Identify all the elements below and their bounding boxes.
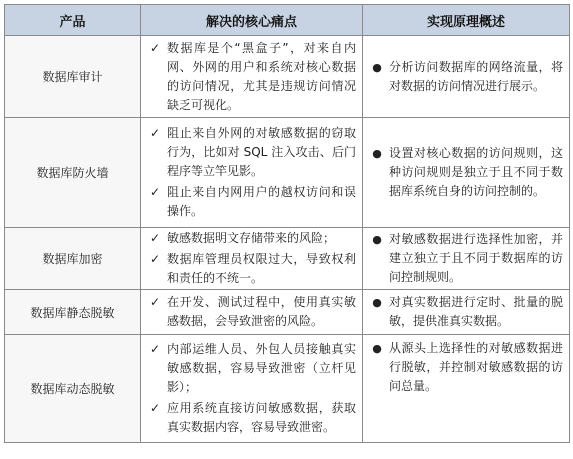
- pain-item: [141, 38, 362, 116]
- checkmark-icon: ✓: [149, 295, 161, 309]
- pain-text: 内部运维人员、外包人员接触真实敏感数据，容易导致泄密（立杆见影）；: [167, 342, 356, 394]
- pain-cell: [141, 118, 363, 228]
- pain-cell: [141, 335, 363, 443]
- header-product: 产品: [5, 5, 141, 36]
- pain-item: [141, 339, 362, 398]
- checkmark-icon: ✓: [149, 342, 161, 356]
- checkmark-icon: ✓: [149, 185, 161, 199]
- table-row: [5, 36, 570, 118]
- table-row: [5, 335, 570, 443]
- checkmark-icon: ✓: [149, 231, 161, 245]
- pain-cell: [141, 36, 363, 118]
- pain-item: [141, 182, 362, 222]
- principle-cell: [363, 228, 570, 290]
- principle-item: [363, 335, 569, 397]
- bullet-icon: ●: [372, 233, 382, 246]
- pain-item: [141, 398, 362, 438]
- product-cell: 数据库防火墙: [5, 118, 141, 228]
- bullet-icon: ●: [372, 342, 382, 355]
- bullet-icon: ●: [372, 60, 382, 74]
- bullet-icon: ●: [372, 147, 382, 160]
- pain-item: [141, 228, 362, 249]
- product-cell: 数据库加密: [5, 228, 141, 290]
- principle-item: [363, 57, 569, 97]
- principle-cell: [363, 335, 570, 443]
- header-pain: 解决的核心痛点: [141, 5, 363, 36]
- pain-item: [141, 123, 362, 182]
- checkmark-icon: ✓: [149, 40, 161, 55]
- table-header-row: [5, 5, 570, 36]
- bullet-icon: ●: [372, 296, 382, 309]
- principle-text: 对敏感数据进行选择性加密，并建立独立于且不同于数据库的访问控制规则。: [389, 232, 563, 284]
- pain-item: [141, 292, 362, 332]
- product-cell: 数据库动态脱敏: [5, 335, 141, 443]
- pain-text: 敏感数据明文存储带来的风险；: [167, 231, 336, 245]
- principle-text: 分析访问数据库的网络流量，将对数据的访问情况进行展示。: [389, 59, 563, 93]
- principle-cell: [363, 36, 570, 118]
- pain-cell: [141, 290, 363, 335]
- pain-text: 阻止来自外网的对敏感数据的窃取行为，比如对 SQL 注入攻击、后门程序等立竿见影。: [167, 126, 356, 178]
- table-row: [5, 290, 570, 335]
- product-cell: 数据库静态脱敏: [5, 290, 141, 335]
- pain-text: 在开发、测试过程中，使用真实敏感数据，会导致泄密的风险。: [167, 295, 356, 328]
- table-row: [5, 118, 570, 228]
- checkmark-icon: ✓: [149, 126, 161, 140]
- pain-text: 阻止来自内网用户的越权访问和误操作。: [167, 185, 356, 218]
- pain-text: 应用系统直接访问敏感数据，获取真实数据内容，容易导致泄密。: [167, 401, 356, 434]
- principle-item: [363, 229, 569, 288]
- header-principle: 实现原理概述: [363, 5, 570, 36]
- principle-item: [363, 143, 569, 202]
- principle-cell: [363, 118, 570, 228]
- pain-item: [141, 249, 362, 289]
- principle-text: 设置对核心数据的访问规则，这种访问规则是独立于且不同于数据库系统自身的访问控制的。: [389, 146, 563, 198]
- comparison-table-wrapper: [4, 4, 569, 455]
- principle-item: [363, 292, 569, 332]
- table-row: [5, 228, 570, 290]
- pain-text: 数据库管理员权限过大，导致权利和责任的不统一。: [167, 252, 356, 285]
- pain-text: 数据库是个“黑盒子”，对来自内网、外网的用户和系统对核心数据的访问情况，尤其是违规访问情况缺乏可视化。: [167, 40, 356, 112]
- pain-cell: [141, 228, 363, 290]
- checkmark-icon: ✓: [149, 401, 161, 415]
- security-products-table: [4, 4, 570, 443]
- checkmark-icon: ✓: [149, 252, 161, 266]
- product-cell: 数据库审计: [5, 36, 141, 118]
- principle-cell: [363, 290, 570, 335]
- principle-text: 从源头上选择性的对敏感数据进行脱敏，并控制对敏感数据的访问总量。: [389, 341, 563, 393]
- principle-text: 对真实数据进行定时、批量的脱敏，提供准真实数据。: [389, 295, 563, 328]
